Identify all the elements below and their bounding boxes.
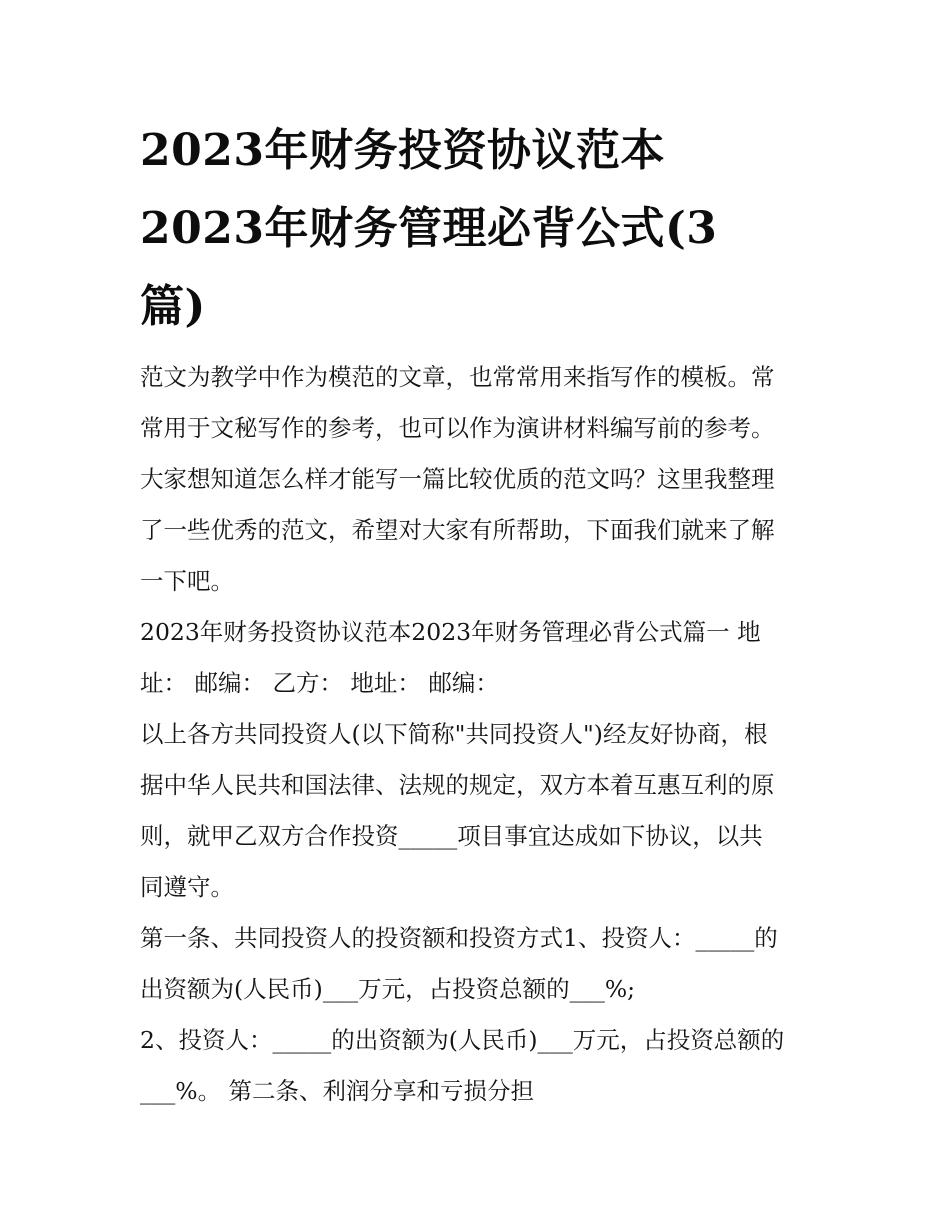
body-line-9: 据中华人民共和国法律、法规的规定，双方本着互惠互利的原 xyxy=(140,771,775,799)
title-line-2: 2023年财务管理必背公式(3 xyxy=(140,203,718,254)
document-title xyxy=(140,112,820,346)
body-line-2: 常用于文秘写作的参考，也可以作为演讲材料编写前的参考。 xyxy=(140,414,775,442)
body-line-3: 大家想知道怎么样才能写一篇比较优质的范文吗？这里我整理 xyxy=(140,465,775,493)
body-line-7: 址： 邮编： 乙方： 地址： 邮编： xyxy=(140,669,499,697)
body-line-12: 第一条、共同投资人的投资额和投资方式1、投资人：_____的 xyxy=(140,924,778,952)
body-line-14: 2、投资人：_____的出资额为(人民币)___万元，占投资总额的 xyxy=(140,1026,785,1054)
title-line-3: 篇) xyxy=(140,281,206,332)
body-line-10: 则，就甲乙双方合作投资_____项目事宜达成如下协议，以共 xyxy=(140,822,763,850)
body-line-15: ___%。 第二条、利润分享和亏损分担 xyxy=(140,1077,535,1105)
body-line-13: 出资额为(人民币)___万元，占投资总额的___%; xyxy=(140,975,636,1003)
body-line-4: 了一些优秀的范文，希望对大家有所帮助，下面我们就来了解 xyxy=(140,516,775,544)
document-body xyxy=(140,352,820,1117)
body-line-5: 一下吧。 xyxy=(140,567,234,595)
body-line-1: 范文为教学中作为模范的文章，也常常用来指写作的模板。常 xyxy=(140,363,775,391)
body-line-6: 2023年财务投资协议范本2023年财务管理必背公式篇一 地 xyxy=(140,618,761,646)
body-line-11: 同遵守。 xyxy=(140,873,234,901)
title-line-1: 2023年财务投资协议范本 xyxy=(140,125,665,176)
body-line-8: 以上各方共同投资人(以下简称"共同投资人")经友好协商，根 xyxy=(140,720,768,748)
